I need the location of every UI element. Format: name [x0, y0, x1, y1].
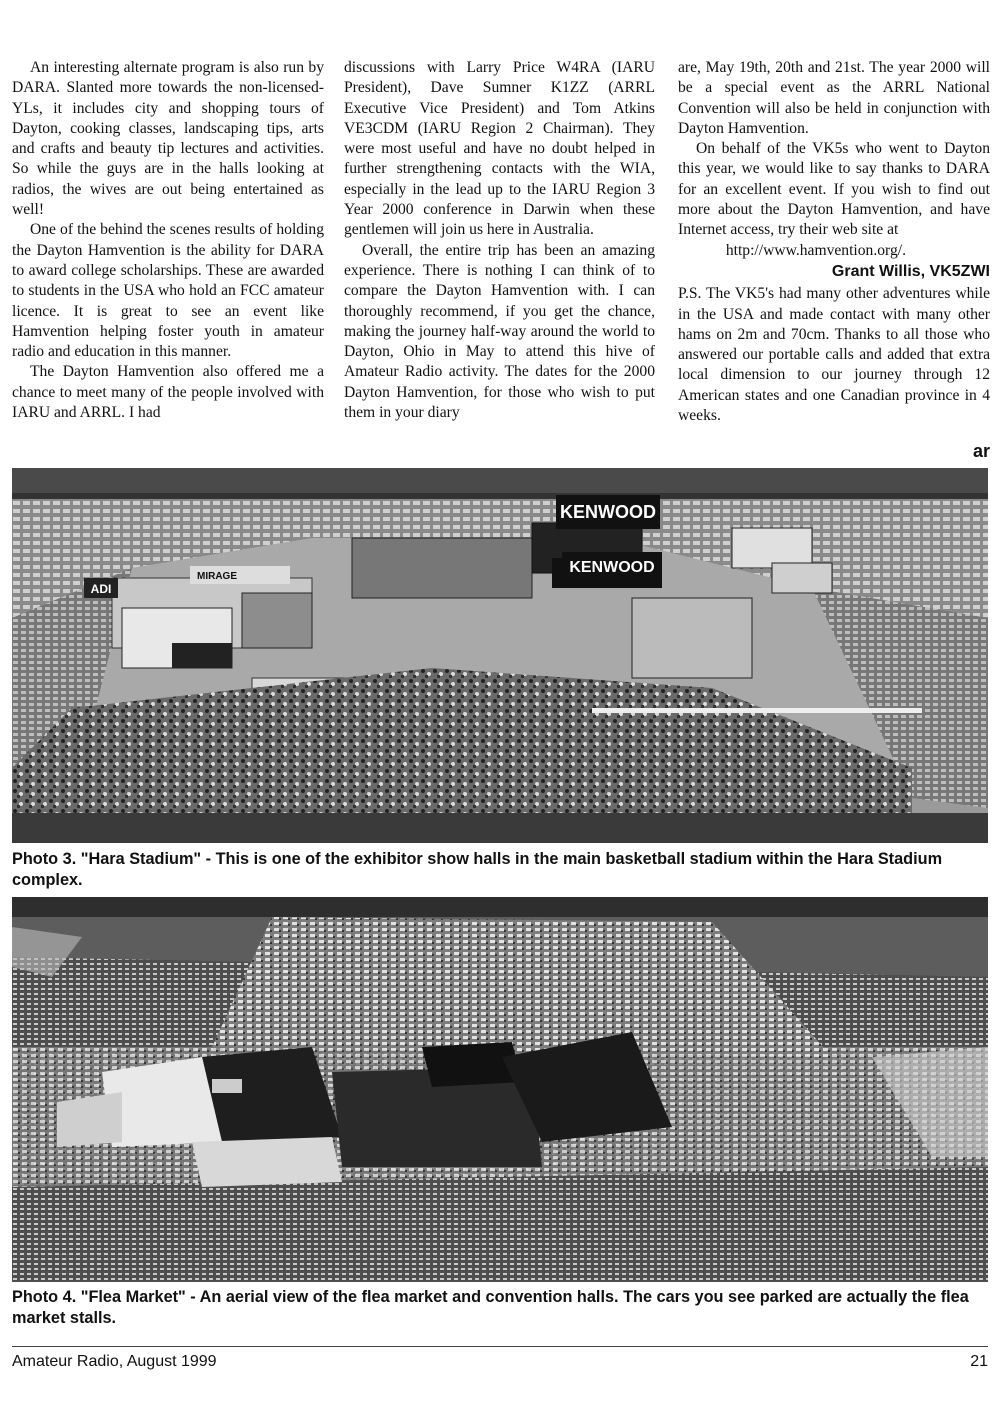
article-column-2	[344, 58, 655, 423]
article-column-3	[678, 58, 990, 426]
adi-sign: ADI	[90, 582, 112, 596]
postscript: P.S. The VK5's had many other adventures while in the USA and made contact with many other hams on 2m and 70cm. Thanks to all those who answered our portable calls and added that extra local dimension to our journey through 12 American states and one Canadian province in 4 weeks.	[678, 285, 990, 425]
aerial-photo-illustration	[12, 897, 988, 1282]
page-number: 21	[970, 1353, 988, 1370]
paragraph: An interesting alternate program is also run by DARA. Slanted more towards the non-licensed-YLs, it includes city and shopping tours of Dayton, cooking classes, landscaping tips, arts and crafts and beauty tip lectures and activities. So while the guys are in the halls looking at radios, the wives are out being entertained as well!	[12, 59, 324, 219]
paragraph: are, May 19th, 20th and 21st. The year 2000 will be a special event as the ARRL National Convention will also be held in conjunction with Dayton Hamvention.	[678, 59, 990, 137]
photo-flea-market-aerial	[12, 897, 988, 1282]
page-footer	[12, 1346, 988, 1371]
stadium-photo-illustration	[12, 468, 988, 843]
mirage-sign: MIRAGE	[197, 571, 237, 582]
publication-name: Amateur Radio, August 1999	[12, 1353, 217, 1370]
paragraph: One of the behind the scenes results of holding the Dayton Hamvention is the ability for DARA to award college scholarships. These are awarded to students in the USA who hold an FCC amateur licence. It is great to see an event like Hamvention helping foster youth in amateur radio and education in this manner.	[12, 221, 324, 361]
paragraph: On behalf of the VK5s who went to Dayton this year, we would like to say thanks to DARA for an excellent event. If you wish to find out more about the Dayton Hamvention, and have Internet access, try their web site at	[678, 140, 990, 239]
paragraph: discussions with Larry Price W4RA (IARU President), Dave Sumner K1ZZ (ARRL Executive Vice President) and Tom Atkins VE3CDM (IARU Region 2 Chairman). They were most useful and have no doubt helped in further strengthening contacts with the WIA, especially in the lead up to the IARU Region 3 Year 2000 conference in Darwin when these gentlemen will join us here in Australia.	[344, 59, 655, 239]
photo-4-caption: Photo 4. "Flea Market" - An aerial view of the flea market and convention halls. The cars you see parked are actually the flea market stalls.	[12, 1288, 969, 1327]
paragraph: Overall, the entire trip has been an amazing experience. There is nothing I can think of to compare the Dayton Hamvention with. I can thoroughly recommend, if you get the chance, making the journey half-way around the world to Dayton, Ohio in May to attend this hive of Amateur Radio activity. The dates for the 2000 Dayton Hamvention, for those who wish to put them in your diary	[344, 241, 655, 422]
author-signature: Grant Willis, VK5ZWI	[831, 262, 990, 280]
paragraph: The Dayton Hamvention also offered me a chance to meet many of the people involved with IARU and ARRL. I had	[12, 363, 324, 422]
kenwood-sign-lower: KENWOOD	[569, 559, 655, 576]
end-of-article-mark: ar	[972, 441, 990, 461]
website-url: http://www.hamvention.org/.	[725, 241, 906, 259]
article-column-1	[12, 58, 324, 423]
photo-3-caption: Photo 3. "Hara Stadium" - This is one of the exhibitor show halls in the main basketball stadium within the Hara Stadium complex.	[12, 850, 943, 889]
photo-hara-stadium	[12, 468, 988, 843]
kenwood-sign-upper: KENWOOD	[560, 502, 656, 522]
